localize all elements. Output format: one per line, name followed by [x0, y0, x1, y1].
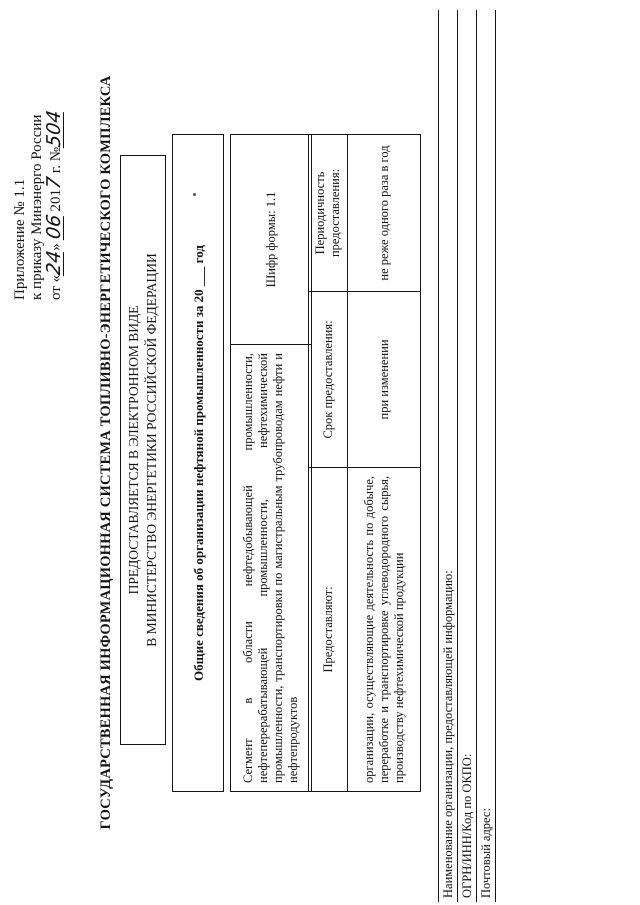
date-prefix: от «	[48, 274, 64, 300]
order-number-label: г. №	[48, 146, 64, 177]
main-title: ГОСУДАРСТВЕННАЯ ИНФОРМАЦИОННАЯ СИСТЕМА ТОПЛИВНО-ЭНЕРГЕТИЧЕСКОГО КОМПЛЕКСА	[98, 75, 114, 830]
segment-row	[231, 135, 312, 792]
segment-table	[230, 134, 312, 792]
date-quote: »	[48, 243, 64, 251]
submission-body-row	[348, 135, 421, 792]
segment-text: Сегмент в области нефтедобывающей промышленности, нефтеперерабатывающей промышленности, нефтехимической промышленности, транспортировки по магистральным трубопроводам нефти и нефтепродуктов	[231, 345, 312, 792]
provide-line-1: ПРЕДОСТАВЛЯЕТСЯ В ЭЛЕКТРОННОМ ВИДЕ	[126, 305, 141, 595]
date-year-digit: 7	[43, 175, 65, 191]
submission-table	[308, 134, 421, 792]
header-frequency: Периодичность предоставления:	[309, 135, 348, 292]
form-title: Общие сведения об организации нефтяной промышленности за 20 ___ год	[172, 134, 224, 792]
providers-value: организации, осуществляющие деятельность по добыче, переработке и транспортировке углеводородного сырья, производству нефтехимической продукции	[348, 467, 421, 791]
appendix-line-2: к приказу Минэнерго России	[29, 114, 45, 300]
provide-line-2: В МИНИСТЕРСТВО ЭНЕРГЕТИКИ РОССИЙСКОЙ ФЕДЕРАЦИИ	[144, 253, 159, 647]
org-ids-field[interactable]: ОГРН/ИНН/Код по ОКПО:	[458, 10, 477, 902]
scan-speck	[193, 193, 196, 196]
form-cipher: Шифр формы: 1.1	[231, 135, 312, 345]
postal-address-field[interactable]: Почтовый адрес:	[477, 10, 496, 902]
order-number: 504	[43, 108, 65, 149]
submission-header-row	[309, 135, 348, 792]
org-name-field[interactable]: Наименование организации, предоставляющей информацию:	[438, 10, 458, 902]
date-month: 06	[43, 213, 65, 241]
provide-box	[120, 155, 166, 745]
organization-info	[438, 10, 496, 902]
appendix-header	[12, 70, 65, 300]
deadline-value: при изменении	[348, 291, 421, 467]
date-year-prefix: 201	[48, 189, 64, 212]
date-day: 24	[43, 249, 65, 277]
frequency-value: не реже одного раза в год	[348, 135, 421, 292]
header-deadline: Срок предоставления:	[309, 291, 348, 467]
appendix-line-3	[43, 70, 65, 300]
appendix-line-1: Приложение № 1.1	[12, 178, 28, 300]
header-providers: Предоставляют:	[309, 467, 348, 791]
